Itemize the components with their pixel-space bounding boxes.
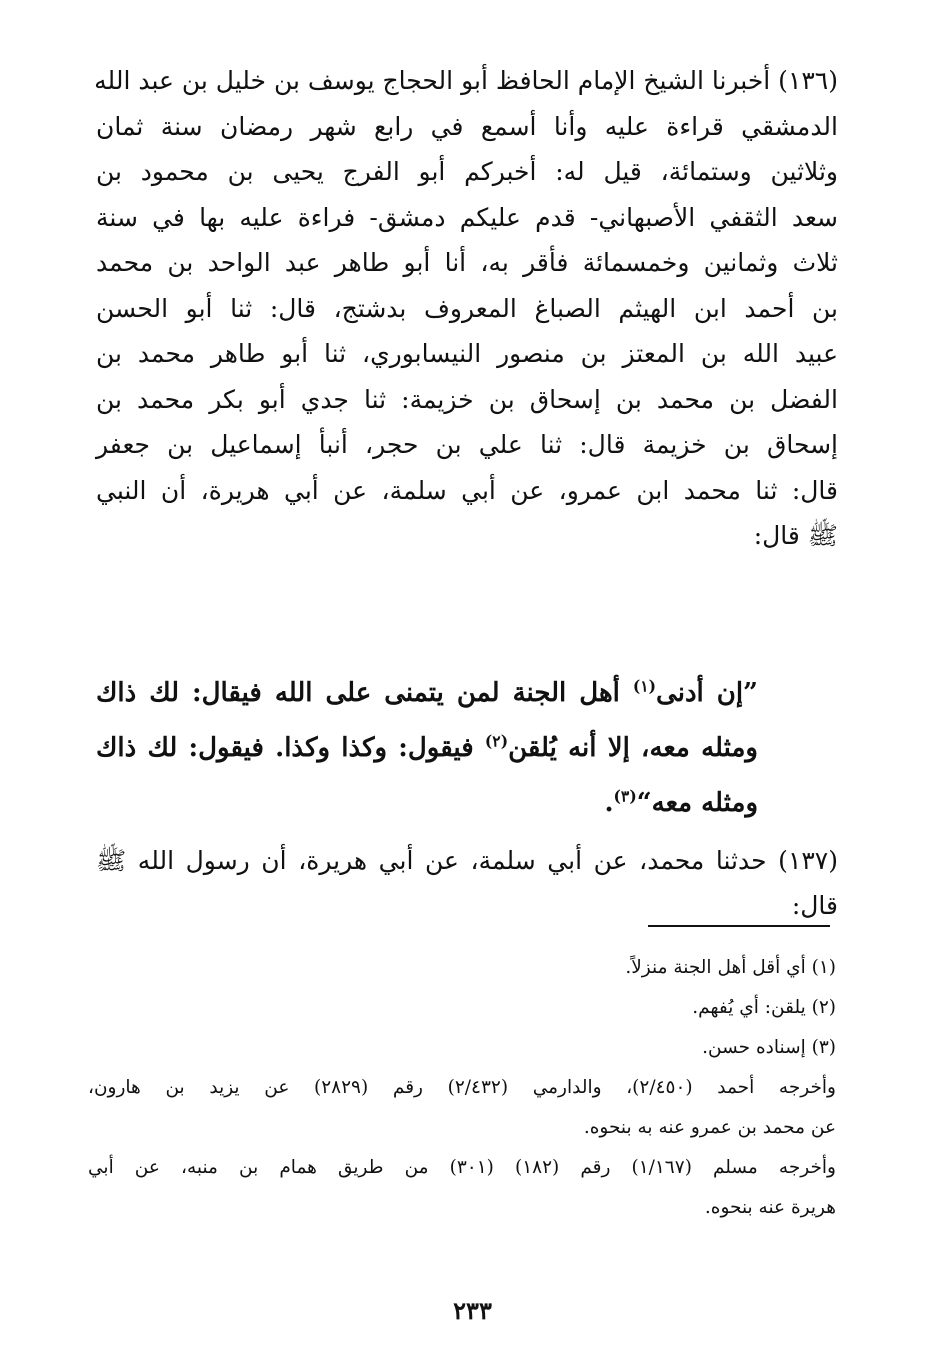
text-line: ثلاث وثمانين وخمسمائة فأقر به، أنا أبو طاهر عبد الواحد بن محمد: [96, 248, 838, 277]
text-line: قال: ثنا محمد ابن عمرو، عن أبي سلمة، عن أبي هريرة، أن النبي: [96, 475, 838, 505]
matn-text: ومثله معه، إلا أنه يُلقن: [508, 733, 758, 763]
footnote-3-extra-line: هريرة عنه بنحوه.: [704, 1197, 836, 1218]
text-line: عبيد الله بن المعتز بن منصور النيسابوري، ثنا أبو طاهر محمد بن: [96, 339, 838, 368]
text-line: سعد الثقفي الأصبهاني- قدم عليكم دمشق- فراءة عليه بها في سنة: [96, 202, 838, 232]
text-line: إسحاق بن خزيمة قال: ثنا علي بن حجر، أنبأ إسماعيل بن جعفر: [96, 430, 838, 459]
text-line: وثلاثين وستمائة، قيل له: أخبركم أبو الفرج يحيى بن محمود بن: [96, 157, 838, 186]
footnote-1: (١) أي أقل أهل الجنة منزلاً.: [625, 957, 836, 978]
footnote-separator: [648, 925, 830, 927]
hadith-136-isnad: [96, 58, 838, 559]
matn-text: ”إن أدنى: [656, 678, 759, 708]
matn-line-3: [96, 776, 758, 831]
text-line: بن أحمد ابن الهيثم الصباغ المعروف بدشتج، قال: ثنا أبو الحسن: [96, 293, 838, 323]
footnote-3-extra-line: عن محمد بن عمرو عنه به بنحوه.: [583, 1117, 836, 1138]
footnote-3: (٣) إسناده حسن.: [702, 1037, 836, 1058]
hadith-137-opening: (١٣٧) حدثنا محمد، عن أبي سلمة، عن أبي هريرة، أن رسول الله ﷺ قال:: [96, 846, 838, 920]
hadith-136-matn: [96, 666, 758, 831]
matn-line-2: [96, 721, 758, 776]
footnote-2: (٢) يلقن: أي يُفهم.: [692, 997, 836, 1018]
page-number: ٢٣٣: [453, 1296, 492, 1325]
text-line: الدمشقي قراءة عليه وأنا أسمع في رابع شهر رمضان سنة ثمان: [96, 111, 838, 141]
matn-text: ومثله معه“: [636, 788, 758, 818]
matn-text: أهل الجنة لمن يتمنى على الله فيقال: لك ذاك: [96, 678, 620, 708]
matn-line-1: [96, 666, 758, 721]
footnote-ref-3: (٣): [613, 786, 637, 806]
text-line: الفضل بن محمد بن إسحاق بن خزيمة: ثنا جدي أبو بكر محمد بن: [96, 384, 838, 414]
matn-text: .: [604, 788, 614, 818]
footnotes: [88, 948, 836, 1228]
footnote-ref-1: (١): [632, 676, 657, 696]
matn-text: فيقول: وكذا وكذا. فيقول: لك ذاك: [96, 733, 474, 763]
text-line: ﷺ قال:: [753, 521, 838, 550]
text-line: (١٣٦) أخبرنا الشيخ الإمام الحافظ أبو الحجاج يوسف بن خليل بن عبد الله: [94, 66, 838, 95]
footnote-3-extra-line: وأخرجه أحمد (٢/٤٥٠)، والدارمي (٢/٤٣٢) رقم (٢٨٢٩) عن يزيد بن هارون،: [88, 1077, 836, 1098]
footnote-ref-2: (٢): [484, 731, 509, 751]
footnote-3-extra-line: وأخرجه مسلم (١/١٦٧) رقم (١٨٢) (٣٠١) من طريق همام بن منبه، عن أبي: [88, 1157, 836, 1178]
